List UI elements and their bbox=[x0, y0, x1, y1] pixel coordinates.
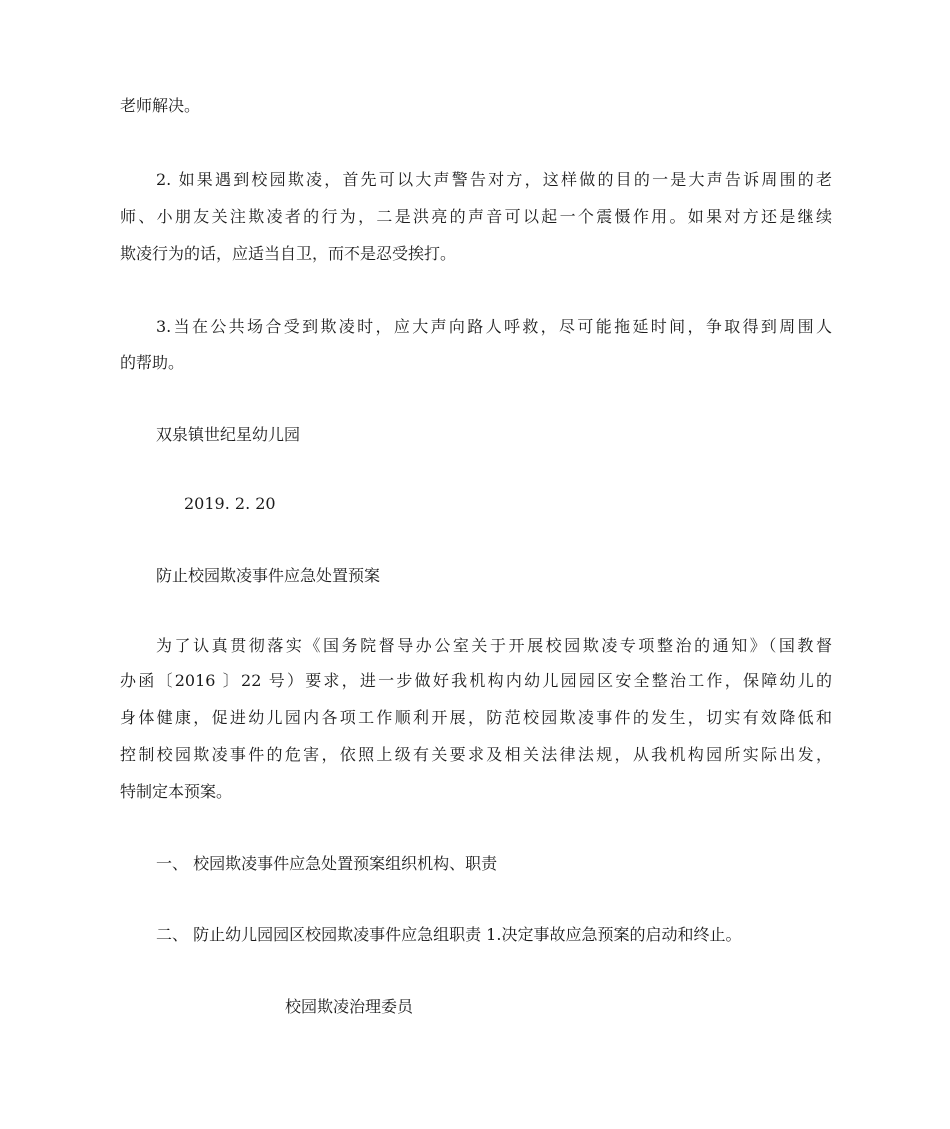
text-line: 控制校园欺凌事件的危害，依照上级有关要求及相关法律法规，从我机构园所实际出发， bbox=[120, 745, 832, 764]
signature-date: 2019. 2. 20 bbox=[184, 494, 276, 513]
text-line: 老师解决。 bbox=[120, 96, 201, 115]
signature-organization: 双泉镇世纪星幼儿园 bbox=[156, 425, 301, 444]
text-line: 2. 如果遇到校园欺凌，首先可以大声警告对方，这样做的目的一是大声告诉周围的老 bbox=[156, 170, 832, 189]
text-line: 欺凌行为的话，应适当自卫，而不是忍受挨打。 bbox=[120, 244, 457, 263]
text-line: 为了认真贯彻落实《国务院督导办公室关于开展校园欺凌专项整治的通知》（国教督 bbox=[156, 636, 832, 655]
text-line: 特制定本预案。 bbox=[120, 782, 233, 801]
section-title: 防止校园欺凌事件应急处置预案 bbox=[156, 566, 381, 585]
section-heading: 一、 校园欺凌事件应急处置预案组织机构、职责 bbox=[156, 854, 498, 873]
text-line: 的帮助。 bbox=[120, 353, 185, 372]
text-line: 办函〔2016 〕22 号）要求，进一步做好我机构内幼儿园园区安全整治工作，保障幼儿的 bbox=[120, 671, 832, 690]
section-heading: 二、 防止幼儿园园区校园欺凌事件应急组职责 1.决定事故应急预案的启动和终止。 bbox=[156, 925, 742, 944]
text-line: 师、小朋友关注欺凌者的行为，二是洪亮的声音可以起一个震慑作用。如果对方还是继续 bbox=[120, 207, 832, 226]
text-line: 身体健康，促进幼儿园内各项工作顺利开展，防范校园欺凌事件的发生，切实有效降低和 bbox=[120, 708, 832, 727]
text-line: 3.当在公共场合受到欺凌时，应大声向路人呼救，尽可能拖延时间，争取得到周围人 bbox=[156, 317, 832, 336]
committee-label: 校园欺凌治理委员 bbox=[285, 997, 414, 1016]
